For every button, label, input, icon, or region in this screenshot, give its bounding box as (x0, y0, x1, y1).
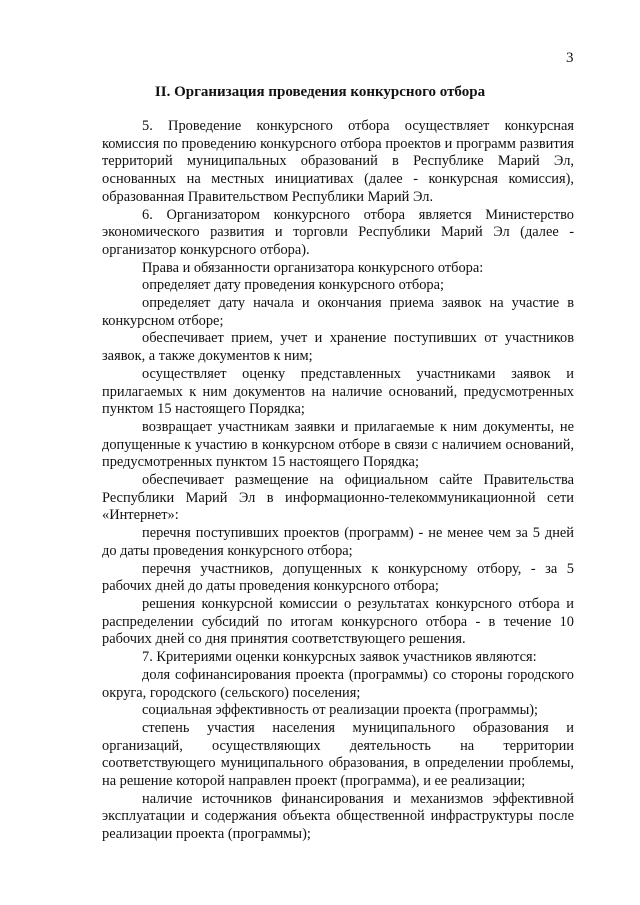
list-item: определяет дату начала и окончания приема заявок на участие в конкурсном отборе; (102, 295, 574, 329)
list-item: перечня участников, допущенных к конкурсному отбору, - за 5 рабочих дней до даты проведения конкурсного отбора; (102, 560, 574, 595)
list-item: осуществляет оценку представленных участниками заявок и прилагаемых к ним документов на наличие оснований, предусмотренных пунктом 15 настоящего Порядка; (102, 365, 574, 418)
list-item: перечня поступивших проектов (программ) - не менее чем за 5 дней до даты проведения конкурсного отбора; (102, 525, 574, 559)
list-item: решения конкурсной комиссии о результатах конкурсного отбора и распределении субсидий по итогам конкурсного отбора - в течение 10 рабочих дней со дня принятия соответствующего решения. (102, 595, 574, 648)
section-heading: II. Организация проведения конкурсного отбора (154, 84, 486, 100)
list-item: доля софинансирования проекта (программы) со стороны городского округа, городского (сельского) поселения; (102, 666, 574, 701)
list-item: обеспечивает прием, учет и хранение поступивших от участников заявок, а также документов к ним; (102, 330, 574, 365)
list-item: обеспечивает размещение на официальном сайте Правительства Республики Марий Эл в информационно-телекоммуникационной сети «Интернет»: (102, 472, 574, 524)
list-item: социальная эффективность от реализации проекта (программы); (142, 702, 539, 719)
list-item: возвращает участникам заявки и прилагаемые к ним документы, не допущенные к участию в конкурсном отборе в связи с наличием оснований, предусмотренных пунктом 15 настоящего Порядка; (102, 418, 574, 471)
paragraph-item-6: 6. Организатором конкурсного отбора является Министерство экономического развития и торговли Республики Марий Эл (далее - организатор конкурсного отбора). (102, 206, 574, 258)
list-item: наличие источников финансирования и механизмов эффективной эксплуатации и содержания объекта общественной инфраструктуры после реализации проекта (программы); (102, 790, 574, 843)
list-item: степень участия населения муниципального образования и организаций, осуществляющих деятельность на территории соответствующего муниципального образования, в определении проблемы, на решение которой направлен проект (программа), и ее реализации; (102, 719, 574, 790)
organizer-rights-intro: Права и обязанности организатора конкурсного отбора: (142, 259, 484, 276)
paragraph-item-7: 7. Критериями оценки конкурсных заявок участников являются: (142, 649, 537, 666)
list-item: определяет дату проведения конкурсного отбора; (142, 277, 444, 294)
page-number: 3 (566, 50, 574, 66)
document-body (102, 118, 574, 844)
paragraph-item-5: 5. Проведение конкурсного отбора осуществляет конкурсная комиссия по проведению конкурсного отбора проектов и программ развития территорий муниципальных образований в Республике Марий Эл, основанных на местных инициативах (далее - конкурсная комиссия), образованная Правительством Республики Марий Эл. (102, 118, 574, 205)
